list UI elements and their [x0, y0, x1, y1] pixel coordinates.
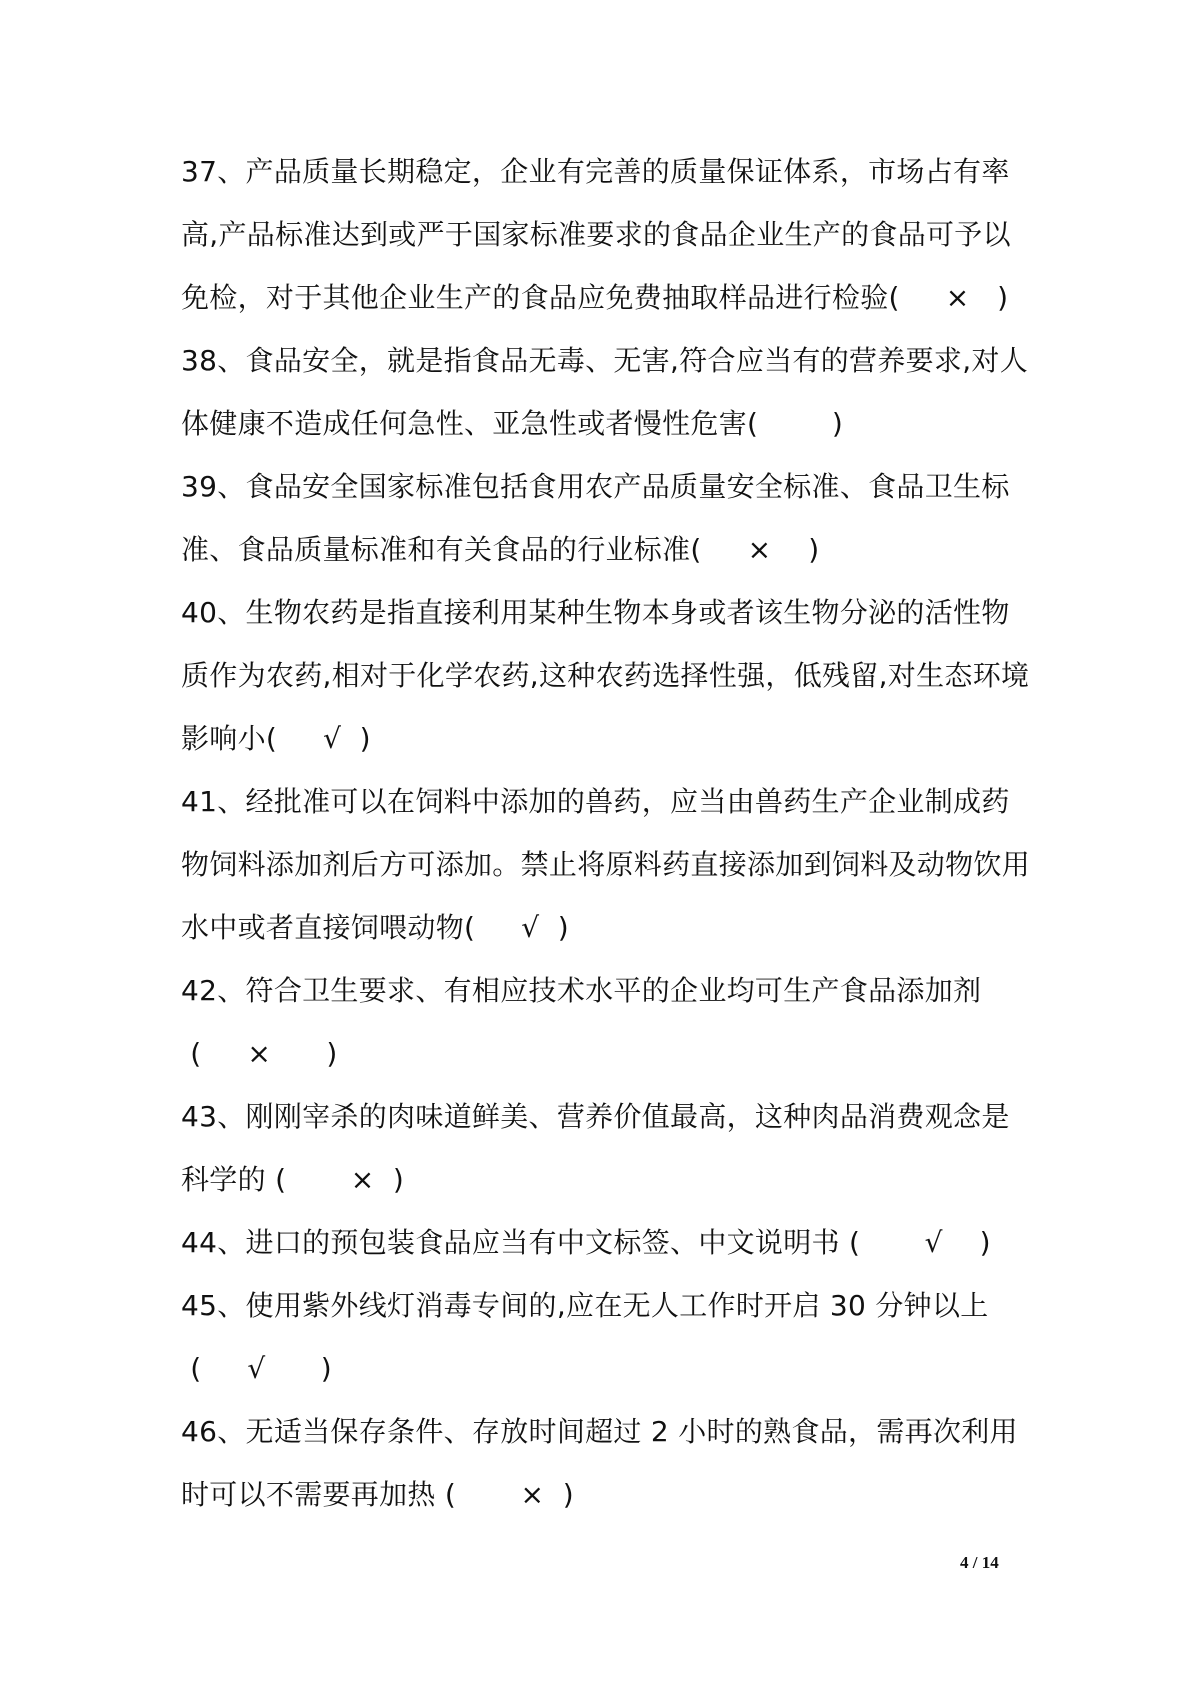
question-text-line: 体健康不造成任何急性、亚急性或者慢性危害( ) [181, 407, 844, 440]
question-text-line: 时可以不需要再加热 ( × ) [181, 1478, 574, 1511]
question-text-line: 准、食品质量标准和有关食品的行业标准( × ) [181, 533, 820, 566]
question-text-line: ( × ) [181, 1037, 338, 1070]
question-text-line: 高,产品标准达到或严于国家标准要求的食品企业生产的食品可予以 [181, 218, 1011, 251]
question-text-line: 物饲料添加剂后方可添加。禁止将原料药直接添加到饲料及动物饮用 [181, 848, 1031, 881]
question-text-line: 44、进口的预包装食品应当有中文标签、中文说明书 ( √ ) [181, 1226, 991, 1259]
page-number: 4 / 14 [960, 1553, 999, 1572]
question-text-line: 影响小( √ ) [181, 722, 371, 755]
question-text-line: ( √ ) [181, 1352, 332, 1385]
question-text-line: 45、使用紫外线灯消毒专间的,应在无人工作时开启 30 分钟以上 [181, 1289, 989, 1322]
question-text-line: 质作为农药,相对于化学农药,这种农药选择性强，低残留,对生态环境 [181, 659, 1030, 692]
question-text-line: 免检，对于其他企业生产的食品应免费抽取样品进行检验( × ) [181, 281, 1009, 314]
question-text-line: 38、食品安全，就是指食品无毒、无害,符合应当有的营养要求,对人 [181, 344, 1029, 377]
question-text-line: 水中或者直接饲喂动物( √ ) [181, 911, 569, 944]
question-text-line: 37、产品质量长期稳定，企业有完善的质量保证体系，市场占有率 [181, 155, 1010, 188]
question-text-line: 43、刚刚宰杀的肉味道鲜美、营养价值最高，这种肉品消费观念是 [181, 1100, 1010, 1133]
question-text-line: 42、符合卫生要求、有相应技术水平的企业均可生产食品添加剂 [181, 974, 982, 1007]
question-text-line: 40、生物农药是指直接利用某种生物本身或者该生物分泌的活性物 [181, 596, 1010, 629]
question-text-line: 41、经批准可以在饲料中添加的兽药，应当由兽药生产企业制成药 [181, 785, 1010, 818]
question-list [181, 140, 1031, 1526]
question-text-line: 科学的 ( × ) [181, 1163, 405, 1196]
question-text-line: 39、食品安全国家标准包括食用农产品质量安全标准、食品卫生标 [181, 470, 1010, 503]
question-text-line: 46、无适当保存条件、存放时间超过 2 小时的熟食品，需再次利用 [181, 1415, 1018, 1448]
